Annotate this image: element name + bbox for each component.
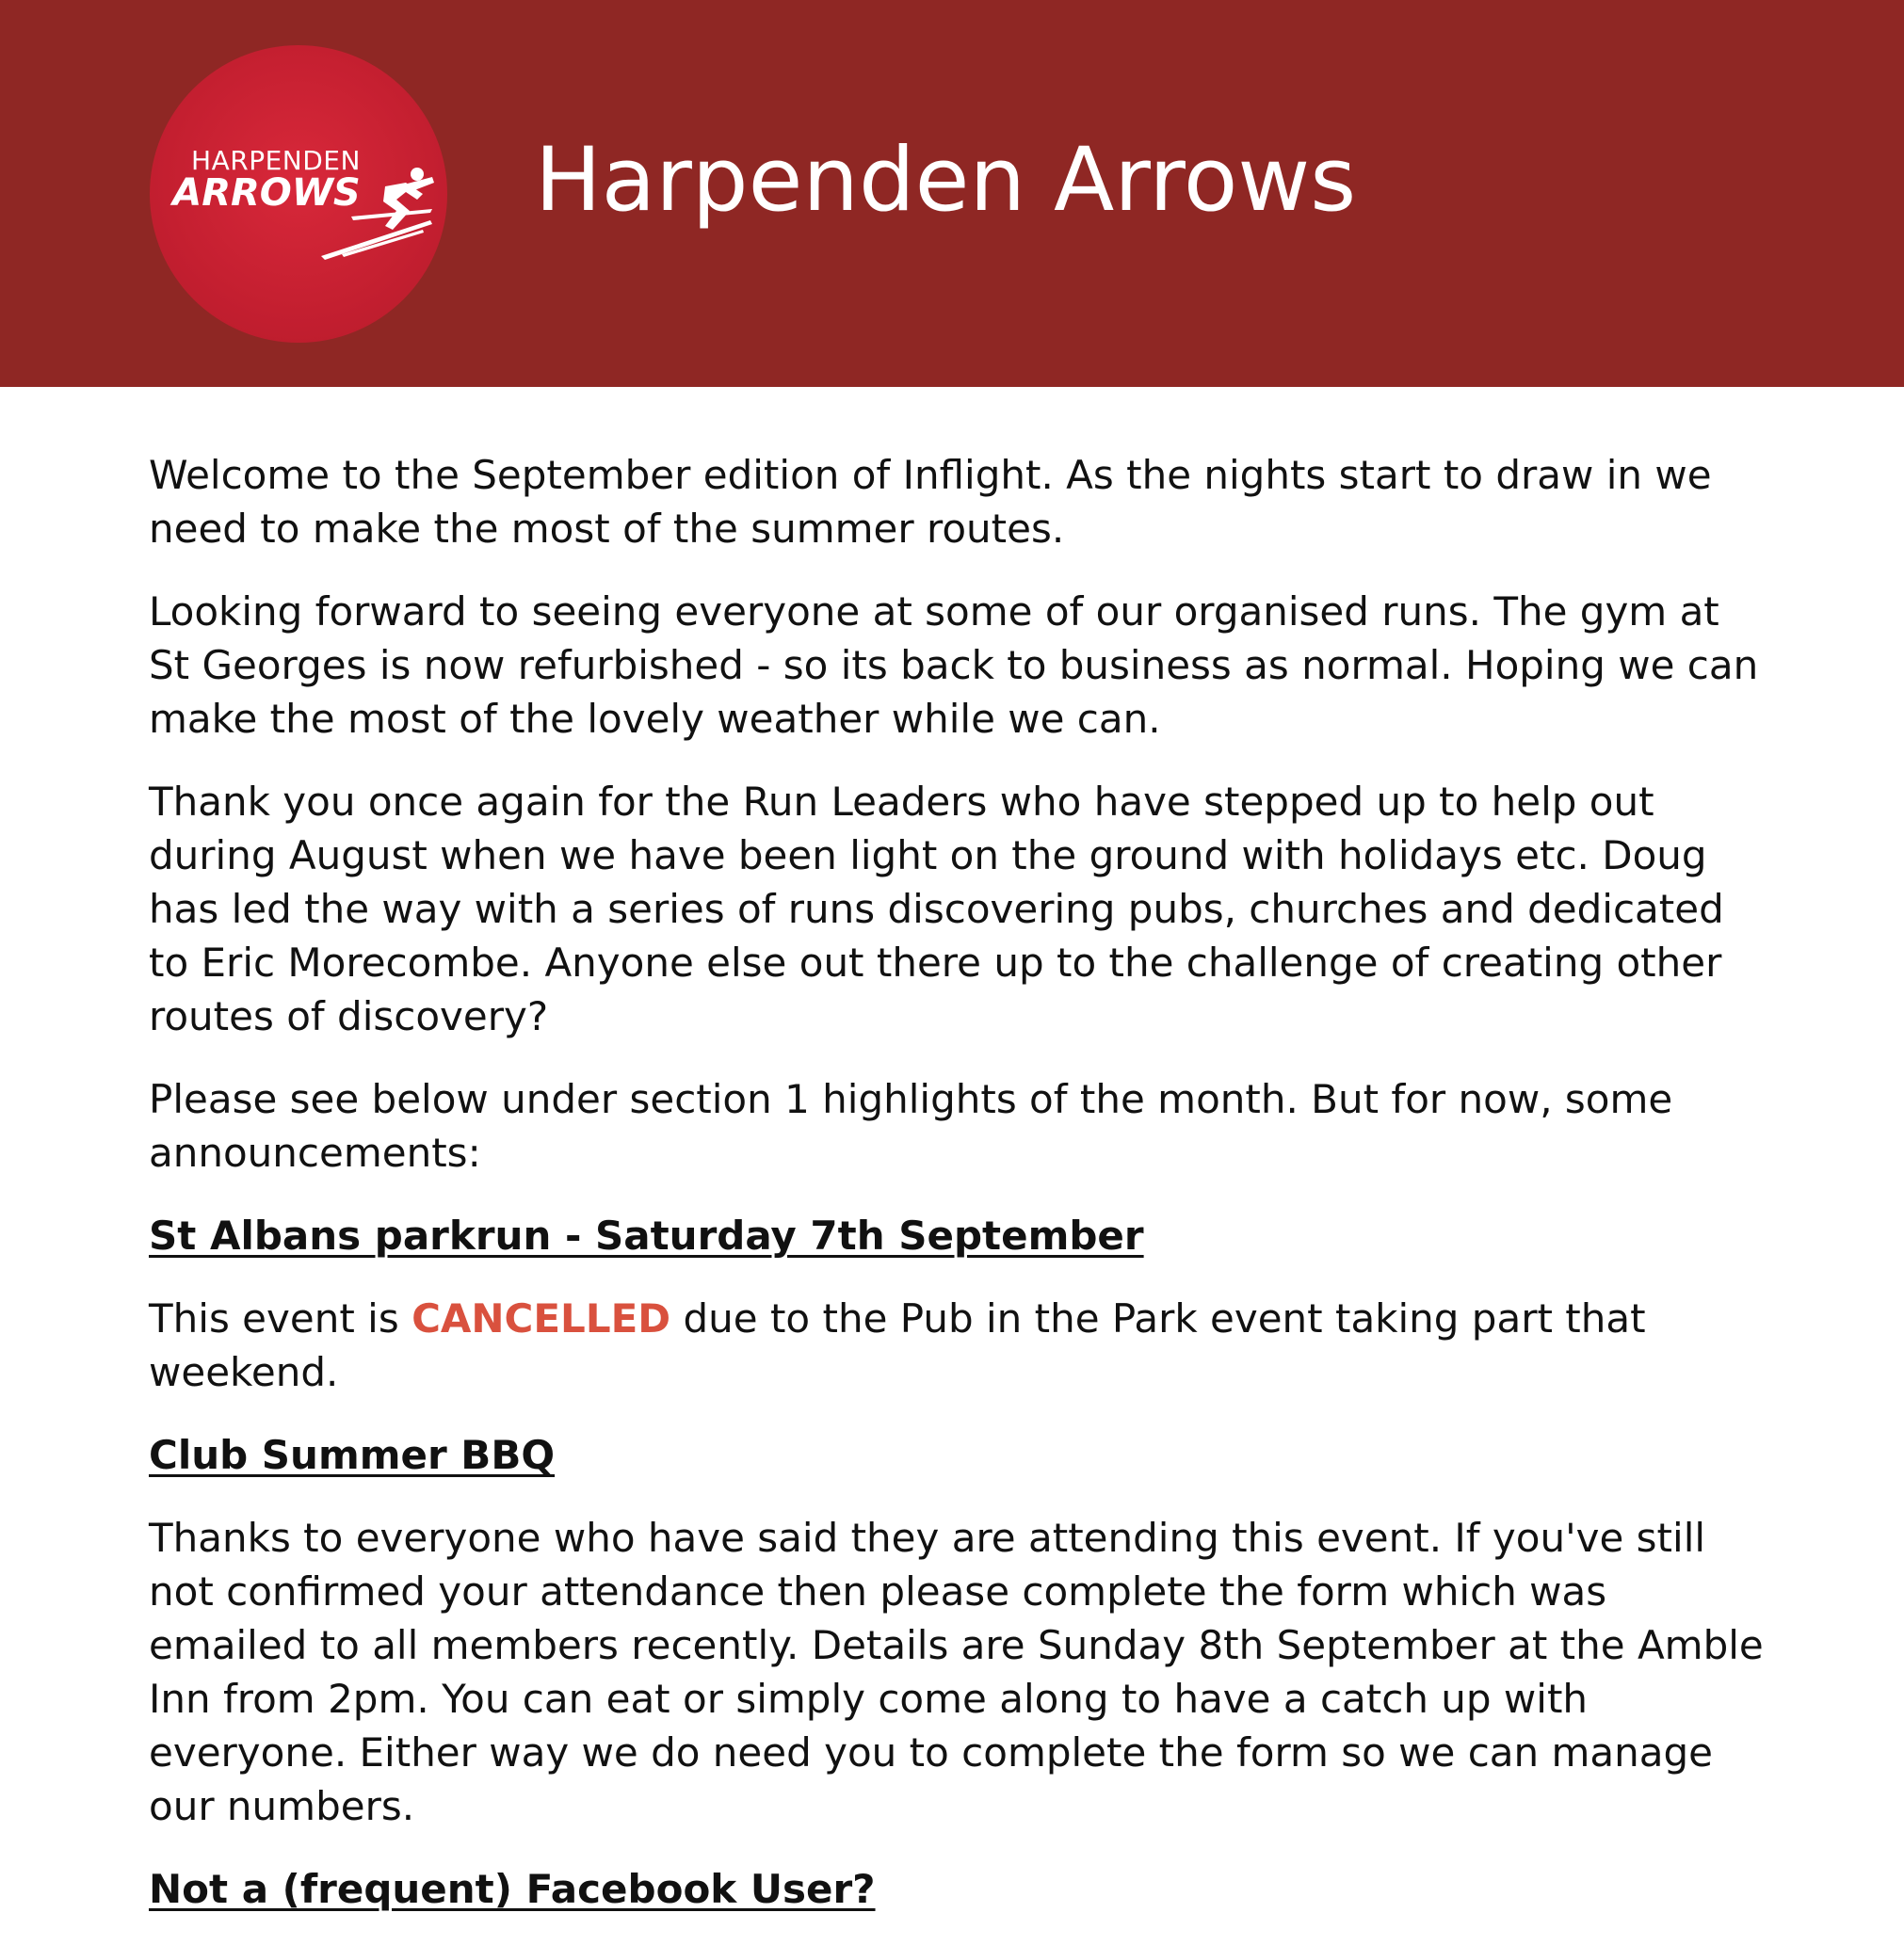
logo-line2: ARROWS: [172, 171, 361, 215]
parkrun-text-after: due to the Pub in the Park event taking part that weekend.: [149, 1295, 1646, 1395]
parkrun-paragraph: [149, 1292, 1768, 1399]
newsletter-body: [149, 448, 1768, 1945]
harpenden-arrows-logo: [150, 45, 447, 343]
logo-line1: HARPENDEN: [191, 145, 361, 176]
intro-paragraph-welcome: Welcome to the September edition of Inflight. As the nights start to draw in we need to make the most of the summer routes.: [149, 452, 1712, 552]
bbq-heading: Club Summer BBQ: [149, 1432, 556, 1478]
parkrun-text-before: This event is: [149, 1295, 412, 1342]
site-title: Harpenden Arrows: [535, 129, 1357, 232]
intro-paragraph-run-leaders: Thank you once again for the Run Leaders who have stepped up to help out during August when we have been light on the ground with holidays etc. Doug has led the way with a series of runs discovering pubs, churches and dedicated to Eric Morecombe. Anyone else out there up to the challenge of creating other routes of discovery?: [149, 779, 1724, 1039]
intro-paragraph-gym: Looking forward to seeing everyone at some of our organised runs. The gym at St Georges is now refurbished - so its back to business as normal. Hoping we can make the most of the lovely weather while we can.: [149, 588, 1759, 742]
facebook-heading: Not a (frequent) Facebook User?: [149, 1866, 876, 1912]
newsletter-header: [0, 0, 1904, 387]
runner-icon: [150, 45, 447, 343]
cancelled-badge: CANCELLED: [411, 1295, 671, 1342]
parkrun-heading: St Albans parkrun - Saturday 7th September: [149, 1213, 1144, 1259]
bbq-paragraph: Thanks to everyone who have said they are attending this event. If you've still not confirmed your attendance then please complete the form which was emailed to all members recently. Details are Sunday 8th September at the Amble Inn from 2pm. You can eat or simply come along to have a catch up with everyone. Either way we do need you to complete the form so we can manage our numbers.: [149, 1515, 1764, 1829]
intro-paragraph-announcements: Please see below under section 1 highlights of the month. But for now, some announcements:: [149, 1076, 1673, 1176]
